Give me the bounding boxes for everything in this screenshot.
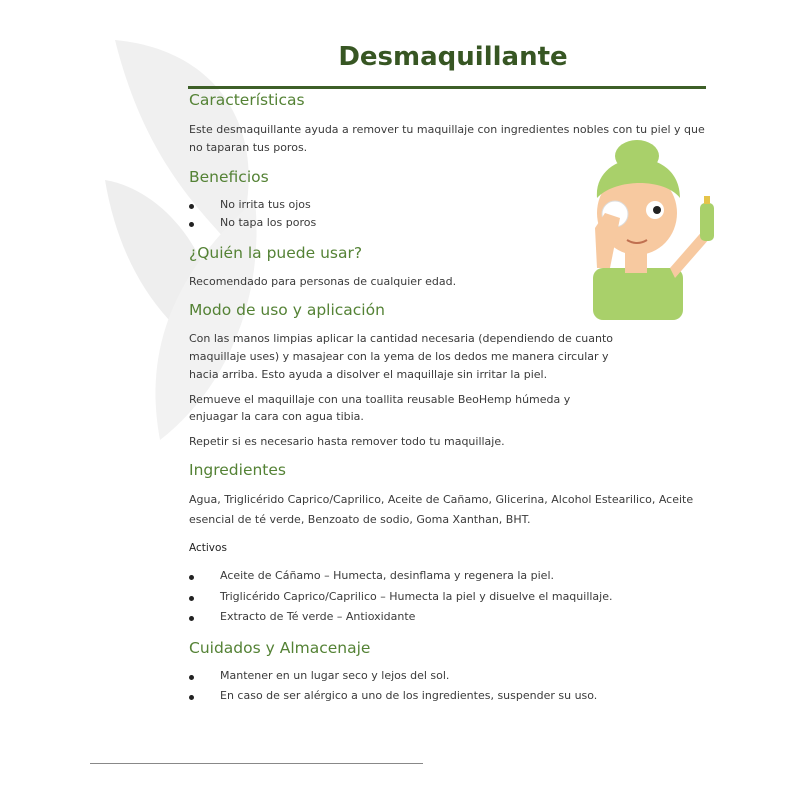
bullet-icon	[189, 616, 194, 621]
bullet-icon	[189, 695, 194, 700]
heading-beneficios: Beneficios	[189, 168, 269, 186]
ingredientes-line: Agua, Triglicérido Caprico/Caprilico, Aceite de Cañamo, Glicerina, Alcohol Estearilico, Aceite	[189, 493, 694, 506]
modo-line: hacia arriba. Esto ayuda a disolver el maquillaje sin irritar la piel.	[189, 368, 548, 381]
bullet-icon	[189, 575, 194, 580]
modo-line: Repetir si es necesario hasta remover todo tu maquillaje.	[189, 435, 505, 448]
bullet-icon	[189, 675, 194, 680]
modo-line: Remueve el maquillaje con una toallita reusable BeoHemp húmeda y	[189, 393, 571, 406]
list-item: Extracto de Té verde – Antioxidante	[220, 610, 416, 623]
bullet-icon	[189, 222, 194, 227]
list-item: Aceite de Cáñamo – Humecta, desinflama y regenera la piel.	[220, 569, 555, 582]
modo-line: Con las manos limpias aplicar la cantidad necesaria (dependiendo de cuanto	[189, 332, 614, 345]
footer-rule	[90, 763, 423, 764]
woman-with-towel-illustration	[575, 138, 725, 320]
list-item: En caso de ser alérgico a uno de los ingredientes, suspender su uso.	[220, 689, 598, 702]
heading-modo: Modo de uso y aplicación	[189, 301, 385, 319]
title-rule	[188, 86, 706, 89]
heading-quien: ¿Quién la puede usar?	[189, 244, 363, 262]
activos-label: Activos	[189, 542, 227, 554]
list-item: Triglicérido Caprico/Caprilico – Humecta la piel y disuelve el maquillaje.	[220, 590, 613, 603]
quien-text: Recomendado para personas de cualquier edad.	[189, 275, 457, 288]
list-item: Mantener en un lugar seco y lejos del sol.	[220, 669, 450, 682]
list-item: No tapa los poros	[220, 216, 317, 229]
caracteristicas-line: Este desmaquillante ayuda a remover tu maquillaje con ingredientes nobles con tu piel y que	[189, 123, 705, 136]
bullet-icon	[189, 596, 194, 601]
modo-line: maquillaje uses) y masajear con la yema de los dedos me manera circular y	[189, 350, 609, 363]
heading-cuidados: Cuidados y Almacenaje	[189, 639, 371, 657]
ingredientes-line: esencial de té verde, Benzoato de sodio, Goma Xanthan, BHT.	[189, 513, 531, 526]
modo-line: enjuagar la cara con agua tibia.	[189, 410, 364, 423]
list-item: No irrita tus ojos	[220, 198, 311, 211]
caracteristicas-line: no taparan tus poros.	[189, 141, 308, 154]
heading-ingredientes: Ingredientes	[189, 461, 286, 479]
heading-caracteristicas: Características	[189, 91, 305, 109]
page-title: Desmaquillante	[338, 42, 568, 72]
bullet-icon	[189, 204, 194, 209]
